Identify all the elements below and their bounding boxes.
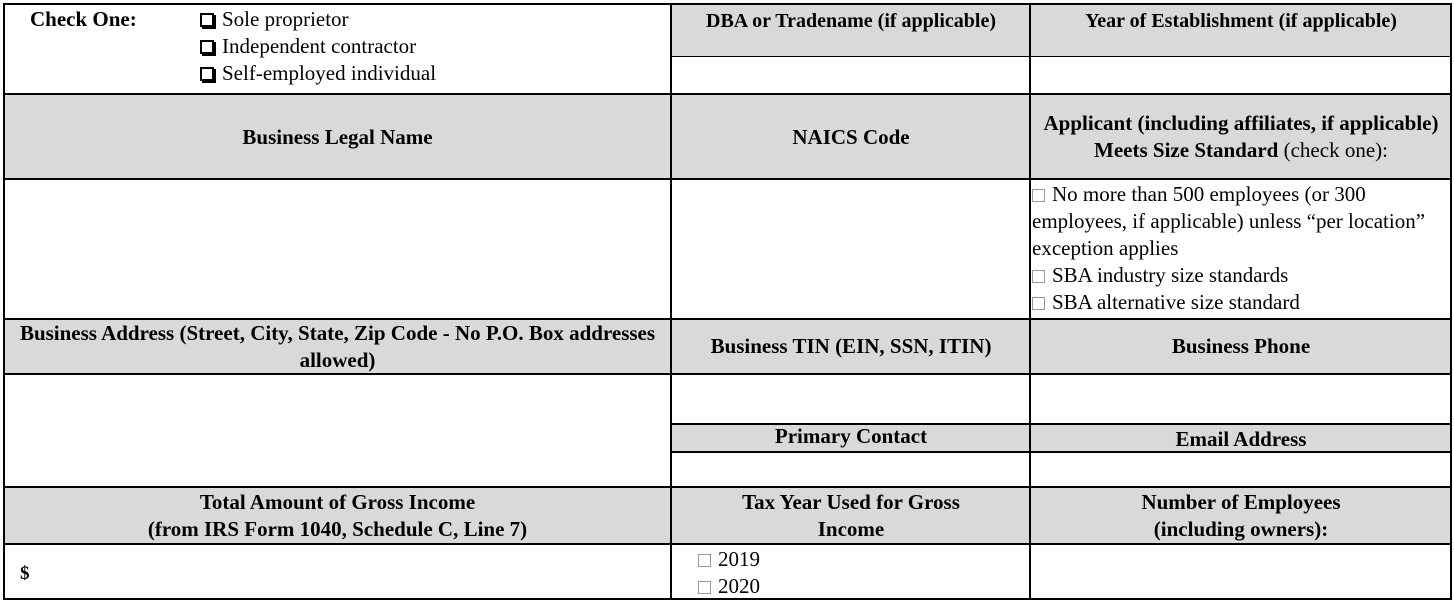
independent-contractor-label: Independent contractor [222,34,417,58]
sole-proprietor-option[interactable] [200,6,436,33]
dollar-sign: $ [20,563,30,584]
employees-field[interactable] [1032,545,1449,598]
self-employed-checkbox[interactable] [200,67,214,81]
address-field[interactable] [5,375,670,486]
gross-income-field[interactable] [5,545,670,598]
primary-contact-header: Primary Contact [774,423,928,448]
dba-field[interactable] [673,58,1029,93]
email-header: Email Address [1175,426,1307,451]
employees-header [1031,488,1451,544]
employees-header-line1: Number of Employees [1141,490,1341,514]
tax-year-2020-label: 2020 [718,574,760,598]
size-option-500-checkbox[interactable] [1032,189,1045,202]
employees-header-line2: (including owners): [1153,517,1329,541]
tax-year-2019-checkbox[interactable] [698,554,711,567]
sole-proprietor-label: Sole proprietor [222,7,349,31]
dba-header: DBA or Tradename (if applicable) [706,9,996,32]
self-employed-option[interactable] [200,60,436,87]
gross-income-header [4,488,671,544]
check-one-label: Check One: [30,7,137,31]
check-one-options [200,6,436,87]
phone-field[interactable] [1032,375,1449,423]
self-employed-label: Self-employed individual [222,61,437,85]
size-standard-header-note: (check one): [1278,138,1388,162]
gross-income-header-line1: Total Amount of Gross Income [199,490,476,514]
size-option-industry-checkbox[interactable] [1032,270,1045,283]
size-standard-options [1032,181,1447,316]
naics-header: NAICS Code [792,124,910,149]
tax-year-options [698,546,760,600]
gross-income-header-line2: (from IRS Form 1040, Schedule C, Line 7) [147,517,528,541]
year-established-field[interactable] [1032,58,1449,93]
legal-name-field[interactable] [5,180,670,318]
tax-year-2019-label: 2019 [718,547,760,571]
size-standard-header-bold: Applicant (including affiliates, if applicable) Meets Size Standard [1043,111,1439,162]
independent-contractor-option[interactable] [200,33,436,60]
size-option-alternative[interactable] [1032,289,1447,316]
legal-name-header: Business Legal Name [242,124,433,149]
tax-year-header: Tax Year Used for Gross Income [742,490,960,541]
email-field[interactable] [1032,453,1449,486]
size-option-industry-label: SBA industry size standards [1052,263,1289,287]
primary-contact-field[interactable] [673,453,1029,486]
naics-field[interactable] [673,180,1029,318]
size-option-alternative-label: SBA alternative size standard [1052,290,1300,314]
tax-year-2020-checkbox[interactable] [698,581,711,594]
size-option-500-label: No more than 500 employees (or 300 employees, if applicable) unless “per location” exception applies [1032,182,1426,260]
address-header: Business Address (Street, City, State, Zip Code - No P.O. Box addresses allowed) [19,320,656,372]
phone-header: Business Phone [1171,334,1311,358]
independent-contractor-checkbox[interactable] [200,40,214,54]
sole-proprietor-checkbox[interactable] [200,13,214,27]
size-option-industry[interactable] [1032,262,1447,289]
tax-year-2019-option[interactable] [698,546,760,573]
year-established-header: Year of Establishment (if applicable) [1085,9,1397,32]
tax-year-2020-option[interactable] [698,573,760,600]
size-option-alternative-checkbox[interactable] [1032,297,1045,310]
size-option-500-employees[interactable] [1032,181,1447,262]
tin-field[interactable] [673,375,1029,423]
size-standard-header [1031,95,1451,179]
tin-header: Business TIN (EIN, SSN, ITIN) [710,334,992,358]
